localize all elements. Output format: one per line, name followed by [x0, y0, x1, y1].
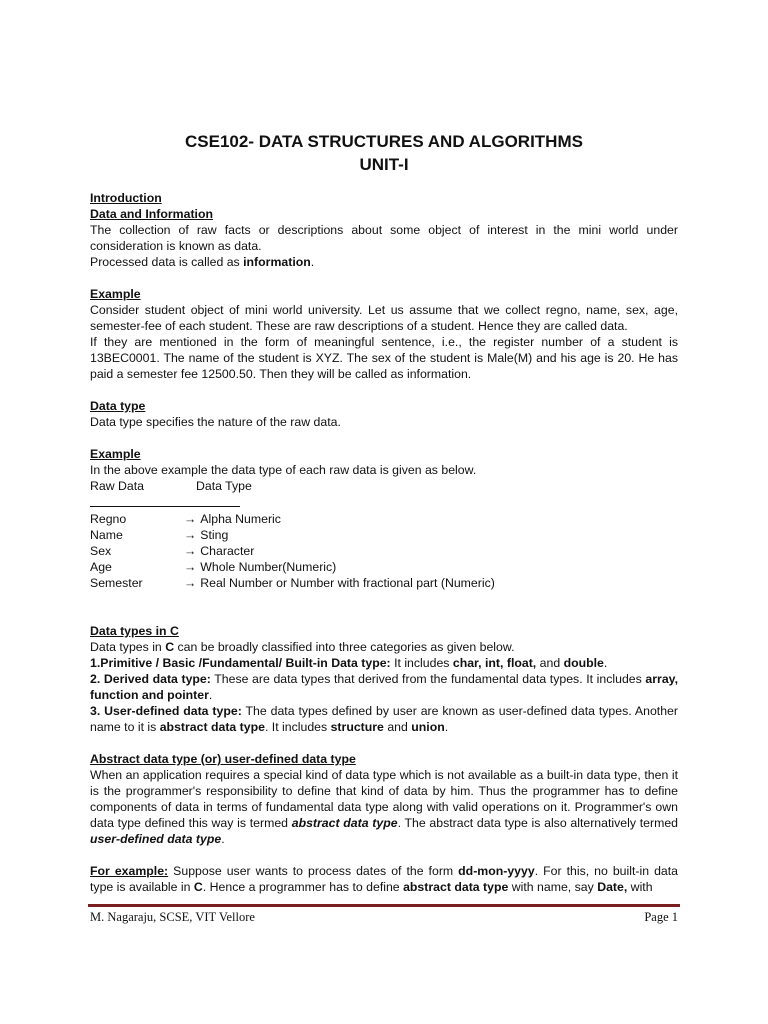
information-paragraph: Processed data is called as information.	[90, 255, 315, 269]
ctypes-paragraph: Data types in C can be broadly classified into three categories as given below.	[90, 640, 515, 654]
data-info-heading: Data and Information	[90, 207, 213, 221]
example2-paragraph: In the above example the data type of each raw data is given as below.	[90, 463, 477, 477]
table-row: Sex → Character	[90, 544, 255, 558]
arrow-right-icon: →	[184, 528, 197, 542]
document-title: CSE102- DATA STRUCTURES AND ALGORITHMS	[185, 132, 583, 151]
col-data-type: Data Type	[196, 479, 252, 493]
datatype-paragraph: Data type specifies the nature of the raw data.	[90, 415, 341, 429]
example1-paragraph-1: Consider student object of mini world university. Let us assume that we collect regno, name, sex, age, semester-fee of each student. These are raw descriptions of a student. Hence they are called data.	[90, 303, 678, 333]
footer-author: M. Nagaraju, SCSE, VIT Vellore	[90, 910, 255, 924]
arrow-right-icon: →	[184, 576, 197, 590]
table-divider	[90, 494, 240, 507]
document-subtitle: UNIT-I	[359, 155, 409, 174]
page-number: Page 1	[644, 910, 678, 924]
table-row: Age → Whole Number(Numeric)	[90, 560, 337, 574]
adt-paragraph: When an application requires a special kind of data type which is not available as a built-in data type, then it is the programmer's responsibility to define that kind of data by him. Thus the programmer has to define components of data in terms of fundamental data type along with valid operations on it. Programmer's own data type defined this way is termed abstract data type. The abstract data type is also alternatively termed user-defined data type.	[90, 768, 678, 846]
ctypes-item-user-defined: 3. User-defined data type: The data types defined by user are known as user-defined data types. Another name to it is abstract data type. It includes structure and union.	[90, 704, 678, 734]
datatype-table-header	[90, 478, 678, 494]
arrow-right-icon: →	[184, 512, 197, 526]
intro-heading: Introduction	[90, 191, 162, 205]
document-body	[90, 190, 678, 895]
intro-paragraph: The collection of raw facts or descriptions about some object of interest in the mini world under consideration is known as data.	[90, 223, 678, 253]
page-footer	[90, 910, 678, 925]
example3-heading: For example:	[90, 864, 169, 878]
table-row: Name → Sting	[90, 528, 229, 542]
ctypes-heading: Data types in C	[90, 624, 179, 638]
ctypes-item-primitive: 1.Primitive / Basic /Fundamental/ Built-in Data type: It includes char, int, float, and double.	[90, 656, 608, 670]
ctypes-item-derived: 2. Derived data type: These are data types that derived from the fundamental data types. It includes array, function and pointer.	[90, 672, 678, 702]
footer-divider	[88, 904, 680, 907]
adt-heading: Abstract data type (or) user-defined data type	[90, 752, 356, 766]
example1-paragraph-2: If they are mentioned in the form of meaningful sentence, i.e., the register number of a student is 13BEC0001. The name of the student is XYZ. The sex of the student is Male(M) and his age is 20. He has paid a semester fee 12500.50. Then they will be called as information.	[90, 335, 678, 381]
example3-paragraph: For example: Suppose user wants to process dates of the form dd-mon-yyyy. For this, no built-in data type is available in C. Hence a programmer has to define abstract data type with name, say Date, with	[90, 864, 678, 894]
datatype-heading: Data type	[90, 399, 146, 413]
example1-heading: Example	[90, 287, 141, 301]
table-row: Regno → Alpha Numeric	[90, 512, 281, 526]
table-row: Semester → Real Number or Number with fractional part (Numeric)	[90, 576, 495, 590]
arrow-right-icon: →	[184, 560, 197, 574]
arrow-right-icon: →	[184, 544, 197, 558]
col-raw-data: Raw Data	[90, 479, 144, 493]
example2-heading: Example	[90, 447, 141, 461]
